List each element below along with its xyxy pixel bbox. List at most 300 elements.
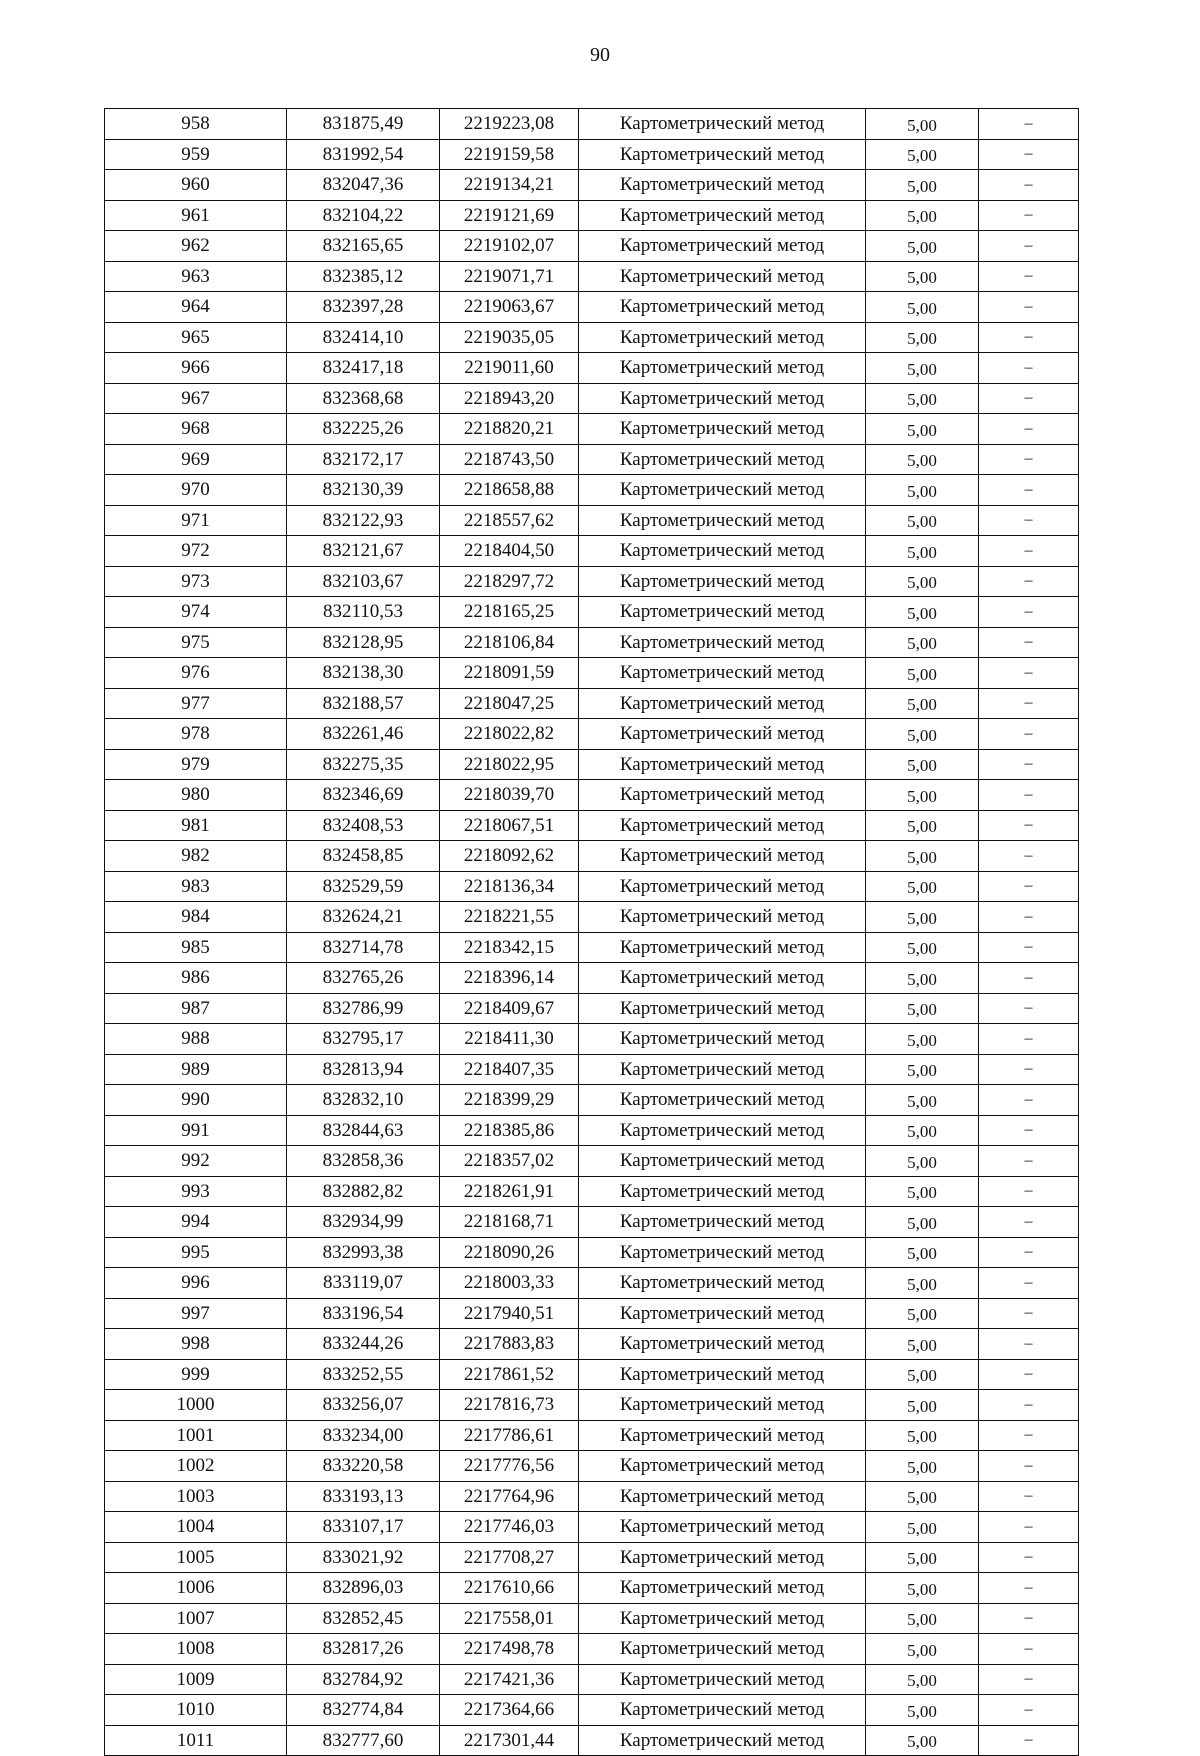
accuracy-cell: 5,00 (866, 536, 979, 567)
description-cell: – (979, 1725, 1079, 1756)
method-cell: Картометрический метод (579, 780, 866, 811)
accuracy-cell: 5,00 (866, 902, 979, 933)
y-coordinate-cell: 2218039,70 (440, 780, 579, 811)
x-coordinate-cell: 832813,94 (287, 1054, 440, 1085)
x-coordinate-cell: 833256,07 (287, 1390, 440, 1421)
y-coordinate-cell: 2217301,44 (440, 1725, 579, 1756)
accuracy-cell: 5,00 (866, 1115, 979, 1146)
description-cell: – (979, 261, 1079, 292)
point-number-cell: 974 (105, 597, 287, 628)
method-cell: Картометрический метод (579, 841, 866, 872)
y-coordinate-cell: 2219134,21 (440, 170, 579, 201)
accuracy-cell: 5,00 (866, 1298, 979, 1329)
accuracy-cell: 5,00 (866, 292, 979, 323)
description-cell: – (979, 1268, 1079, 1299)
accuracy-cell: 5,00 (866, 1146, 979, 1177)
accuracy-cell: 5,00 (866, 688, 979, 719)
accuracy-cell: 5,00 (866, 780, 979, 811)
y-coordinate-cell: 2217883,83 (440, 1329, 579, 1360)
method-cell: Картометрический метод (579, 1085, 866, 1116)
accuracy-cell: 5,00 (866, 231, 979, 262)
table-row (105, 1695, 1079, 1726)
x-coordinate-cell: 832122,93 (287, 505, 440, 536)
table-row (105, 688, 1079, 719)
x-coordinate-cell: 831875,49 (287, 109, 440, 140)
accuracy-cell: 5,00 (866, 1024, 979, 1055)
x-coordinate-cell: 832795,17 (287, 1024, 440, 1055)
y-coordinate-cell: 2217776,56 (440, 1451, 579, 1482)
x-coordinate-cell: 832408,53 (287, 810, 440, 841)
point-number-cell: 965 (105, 322, 287, 353)
method-cell: Картометрический метод (579, 1481, 866, 1512)
description-cell: – (979, 688, 1079, 719)
x-coordinate-cell: 832110,53 (287, 597, 440, 628)
table-row (105, 597, 1079, 628)
description-cell: – (979, 1207, 1079, 1238)
table-row (105, 1237, 1079, 1268)
accuracy-cell: 5,00 (866, 1481, 979, 1512)
y-coordinate-cell: 2219035,05 (440, 322, 579, 353)
description-cell: – (979, 1085, 1079, 1116)
y-coordinate-cell: 2217498,78 (440, 1634, 579, 1665)
point-number-cell: 967 (105, 383, 287, 414)
x-coordinate-cell: 833107,17 (287, 1512, 440, 1543)
table-row (105, 536, 1079, 567)
x-coordinate-cell: 832103,67 (287, 566, 440, 597)
y-coordinate-cell: 2219102,07 (440, 231, 579, 262)
method-cell: Картометрический метод (579, 627, 866, 658)
y-coordinate-cell: 2218409,67 (440, 993, 579, 1024)
accuracy-cell: 5,00 (866, 200, 979, 231)
x-coordinate-cell: 832165,65 (287, 231, 440, 262)
method-cell: Картометрический метод (579, 1634, 866, 1665)
accuracy-cell: 5,00 (866, 993, 979, 1024)
table-row (105, 1390, 1079, 1421)
x-coordinate-cell: 832624,21 (287, 902, 440, 933)
accuracy-cell: 5,00 (866, 1725, 979, 1756)
table-row (105, 1359, 1079, 1390)
table-row (105, 353, 1079, 384)
description-cell: – (979, 719, 1079, 750)
x-coordinate-cell: 832817,26 (287, 1634, 440, 1665)
x-coordinate-cell: 833196,54 (287, 1298, 440, 1329)
x-coordinate-cell: 832130,39 (287, 475, 440, 506)
method-cell: Картометрический метод (579, 170, 866, 201)
method-cell: Картометрический метод (579, 1725, 866, 1756)
description-cell: – (979, 170, 1079, 201)
description-cell: – (979, 1481, 1079, 1512)
description-cell: – (979, 627, 1079, 658)
coordinates-table (104, 108, 1079, 1756)
point-number-cell: 975 (105, 627, 287, 658)
method-cell: Картометрический метод (579, 1664, 866, 1695)
description-cell: – (979, 749, 1079, 780)
x-coordinate-cell: 832786,99 (287, 993, 440, 1024)
point-number-cell: 1006 (105, 1573, 287, 1604)
description-cell: – (979, 841, 1079, 872)
description-cell: – (979, 1390, 1079, 1421)
description-cell: – (979, 1359, 1079, 1390)
description-cell: – (979, 231, 1079, 262)
accuracy-cell: 5,00 (866, 963, 979, 994)
method-cell: Картометрический метод (579, 1359, 866, 1390)
description-cell: – (979, 322, 1079, 353)
y-coordinate-cell: 2219223,08 (440, 109, 579, 140)
y-coordinate-cell: 2217708,27 (440, 1542, 579, 1573)
y-coordinate-cell: 2219159,58 (440, 139, 579, 170)
x-coordinate-cell: 832714,78 (287, 932, 440, 963)
y-coordinate-cell: 2217610,66 (440, 1573, 579, 1604)
accuracy-cell: 5,00 (866, 871, 979, 902)
method-cell: Картометрический метод (579, 200, 866, 231)
y-coordinate-cell: 2218022,95 (440, 749, 579, 780)
y-coordinate-cell: 2218411,30 (440, 1024, 579, 1055)
accuracy-cell: 5,00 (866, 749, 979, 780)
y-coordinate-cell: 2219071,71 (440, 261, 579, 292)
table-row (105, 1664, 1079, 1695)
method-cell: Картометрический метод (579, 1420, 866, 1451)
y-coordinate-cell: 2217421,36 (440, 1664, 579, 1695)
accuracy-cell: 5,00 (866, 1542, 979, 1573)
accuracy-cell: 5,00 (866, 1359, 979, 1390)
point-number-cell: 995 (105, 1237, 287, 1268)
page-number: 90 (590, 44, 610, 66)
point-number-cell: 1000 (105, 1390, 287, 1421)
description-cell: – (979, 1420, 1079, 1451)
accuracy-cell: 5,00 (866, 627, 979, 658)
accuracy-cell: 5,00 (866, 353, 979, 384)
point-number-cell: 961 (105, 200, 287, 231)
point-number-cell: 979 (105, 749, 287, 780)
y-coordinate-cell: 2218022,82 (440, 719, 579, 750)
accuracy-cell: 5,00 (866, 597, 979, 628)
accuracy-cell: 5,00 (866, 1207, 979, 1238)
y-coordinate-cell: 2218067,51 (440, 810, 579, 841)
accuracy-cell: 5,00 (866, 444, 979, 475)
point-number-cell: 964 (105, 292, 287, 323)
description-cell: – (979, 780, 1079, 811)
description-cell: – (979, 1298, 1079, 1329)
method-cell: Картометрический метод (579, 719, 866, 750)
accuracy-cell: 5,00 (866, 139, 979, 170)
x-coordinate-cell: 833119,07 (287, 1268, 440, 1299)
accuracy-cell: 5,00 (866, 810, 979, 841)
x-coordinate-cell: 832777,60 (287, 1725, 440, 1756)
coordinates-table-body (105, 109, 1079, 1756)
point-number-cell: 960 (105, 170, 287, 201)
point-number-cell: 1007 (105, 1603, 287, 1634)
table-row (105, 292, 1079, 323)
method-cell: Картометрический метод (579, 475, 866, 506)
point-number-cell: 999 (105, 1359, 287, 1390)
point-number-cell: 984 (105, 902, 287, 933)
table-row (105, 1268, 1079, 1299)
point-number-cell: 989 (105, 1054, 287, 1085)
x-coordinate-cell: 832417,18 (287, 353, 440, 384)
point-number-cell: 970 (105, 475, 287, 506)
method-cell: Картометрический метод (579, 139, 866, 170)
y-coordinate-cell: 2218658,88 (440, 475, 579, 506)
point-number-cell: 1010 (105, 1695, 287, 1726)
description-cell: – (979, 1542, 1079, 1573)
method-cell: Картометрический метод (579, 383, 866, 414)
table-row (105, 109, 1079, 140)
y-coordinate-cell: 2218743,50 (440, 444, 579, 475)
method-cell: Картометрический метод (579, 963, 866, 994)
point-number-cell: 992 (105, 1146, 287, 1177)
method-cell: Картометрический метод (579, 1542, 866, 1573)
point-number-cell: 993 (105, 1176, 287, 1207)
x-coordinate-cell: 832104,22 (287, 200, 440, 231)
accuracy-cell: 5,00 (866, 1695, 979, 1726)
accuracy-cell: 5,00 (866, 1634, 979, 1665)
description-cell: – (979, 1024, 1079, 1055)
description-cell: – (979, 1695, 1079, 1726)
x-coordinate-cell: 832896,03 (287, 1573, 440, 1604)
point-number-cell: 1003 (105, 1481, 287, 1512)
x-coordinate-cell: 833234,00 (287, 1420, 440, 1451)
point-number-cell: 985 (105, 932, 287, 963)
point-number-cell: 998 (105, 1329, 287, 1360)
point-number-cell: 971 (105, 505, 287, 536)
description-cell: – (979, 902, 1079, 933)
table-row (105, 1603, 1079, 1634)
point-number-cell: 959 (105, 139, 287, 170)
table-row (105, 749, 1079, 780)
method-cell: Картометрический метод (579, 444, 866, 475)
point-number-cell: 968 (105, 414, 287, 445)
accuracy-cell: 5,00 (866, 1573, 979, 1604)
x-coordinate-cell: 832172,17 (287, 444, 440, 475)
accuracy-cell: 5,00 (866, 1664, 979, 1695)
x-coordinate-cell: 833220,58 (287, 1451, 440, 1482)
accuracy-cell: 5,00 (866, 1390, 979, 1421)
description-cell: – (979, 1573, 1079, 1604)
description-cell: – (979, 1512, 1079, 1543)
accuracy-cell: 5,00 (866, 1420, 979, 1451)
accuracy-cell: 5,00 (866, 261, 979, 292)
method-cell: Картометрический метод (579, 1573, 866, 1604)
point-number-cell: 1008 (105, 1634, 287, 1665)
description-cell: – (979, 810, 1079, 841)
method-cell: Картометрический метод (579, 231, 866, 262)
point-number-cell: 966 (105, 353, 287, 384)
point-number-cell: 981 (105, 810, 287, 841)
table-row (105, 1146, 1079, 1177)
point-number-cell: 1001 (105, 1420, 287, 1451)
description-cell: – (979, 475, 1079, 506)
x-coordinate-cell: 832047,36 (287, 170, 440, 201)
x-coordinate-cell: 832784,92 (287, 1664, 440, 1695)
description-cell: – (979, 1237, 1079, 1268)
x-coordinate-cell: 832397,28 (287, 292, 440, 323)
table-row (105, 200, 1079, 231)
accuracy-cell: 5,00 (866, 1268, 979, 1299)
table-row (105, 231, 1079, 262)
y-coordinate-cell: 2217786,61 (440, 1420, 579, 1451)
description-cell: – (979, 505, 1079, 536)
y-coordinate-cell: 2218261,91 (440, 1176, 579, 1207)
x-coordinate-cell: 832385,12 (287, 261, 440, 292)
method-cell: Картометрический метод (579, 505, 866, 536)
y-coordinate-cell: 2217746,03 (440, 1512, 579, 1543)
x-coordinate-cell: 832261,46 (287, 719, 440, 750)
point-number-cell: 972 (105, 536, 287, 567)
x-coordinate-cell: 832774,84 (287, 1695, 440, 1726)
y-coordinate-cell: 2218106,84 (440, 627, 579, 658)
table-row (105, 1054, 1079, 1085)
y-coordinate-cell: 2217940,51 (440, 1298, 579, 1329)
method-cell: Картометрический метод (579, 261, 866, 292)
x-coordinate-cell: 832275,35 (287, 749, 440, 780)
method-cell: Картометрический метод (579, 1512, 866, 1543)
y-coordinate-cell: 2219063,67 (440, 292, 579, 323)
table-row (105, 963, 1079, 994)
point-number-cell: 973 (105, 566, 287, 597)
y-coordinate-cell: 2218943,20 (440, 383, 579, 414)
description-cell: – (979, 566, 1079, 597)
accuracy-cell: 5,00 (866, 1085, 979, 1116)
y-coordinate-cell: 2218820,21 (440, 414, 579, 445)
y-coordinate-cell: 2219121,69 (440, 200, 579, 231)
table-row (105, 841, 1079, 872)
y-coordinate-cell: 2218342,15 (440, 932, 579, 963)
method-cell: Картометрический метод (579, 871, 866, 902)
y-coordinate-cell: 2218404,50 (440, 536, 579, 567)
table-row (105, 780, 1079, 811)
table-row (105, 1725, 1079, 1756)
method-cell: Картометрический метод (579, 1451, 866, 1482)
method-cell: Картометрический метод (579, 1054, 866, 1085)
x-coordinate-cell: 832529,59 (287, 871, 440, 902)
table-row (105, 444, 1079, 475)
description-cell: – (979, 1634, 1079, 1665)
y-coordinate-cell: 2218092,62 (440, 841, 579, 872)
x-coordinate-cell: 832832,10 (287, 1085, 440, 1116)
method-cell: Картометрический метод (579, 1176, 866, 1207)
point-number-cell: 982 (105, 841, 287, 872)
table-row (105, 1024, 1079, 1055)
y-coordinate-cell: 2218165,25 (440, 597, 579, 628)
point-number-cell: 963 (105, 261, 287, 292)
point-number-cell: 994 (105, 1207, 287, 1238)
x-coordinate-cell: 832852,45 (287, 1603, 440, 1634)
point-number-cell: 977 (105, 688, 287, 719)
method-cell: Картометрический метод (579, 292, 866, 323)
y-coordinate-cell: 2217558,01 (440, 1603, 579, 1634)
description-cell: – (979, 963, 1079, 994)
description-cell: – (979, 1451, 1079, 1482)
description-cell: – (979, 353, 1079, 384)
table-row (105, 993, 1079, 1024)
x-coordinate-cell: 831992,54 (287, 139, 440, 170)
method-cell: Картометрический метод (579, 1695, 866, 1726)
x-coordinate-cell: 833021,92 (287, 1542, 440, 1573)
accuracy-cell: 5,00 (866, 383, 979, 414)
point-number-cell: 976 (105, 658, 287, 689)
table-row (105, 902, 1079, 933)
description-cell: – (979, 597, 1079, 628)
table-row (105, 1481, 1079, 1512)
accuracy-cell: 5,00 (866, 658, 979, 689)
accuracy-cell: 5,00 (866, 841, 979, 872)
point-number-cell: 1002 (105, 1451, 287, 1482)
point-number-cell: 1011 (105, 1725, 287, 1756)
method-cell: Картометрический метод (579, 1298, 866, 1329)
x-coordinate-cell: 832934,99 (287, 1207, 440, 1238)
method-cell: Картометрический метод (579, 688, 866, 719)
y-coordinate-cell: 2218407,35 (440, 1054, 579, 1085)
accuracy-cell: 5,00 (866, 1512, 979, 1543)
table-row (105, 658, 1079, 689)
table-row (105, 414, 1079, 445)
table-row (105, 1298, 1079, 1329)
description-cell: – (979, 444, 1079, 475)
x-coordinate-cell: 832858,36 (287, 1146, 440, 1177)
table-row (105, 1420, 1079, 1451)
description-cell: – (979, 200, 1079, 231)
x-coordinate-cell: 832346,69 (287, 780, 440, 811)
y-coordinate-cell: 2218297,72 (440, 566, 579, 597)
x-coordinate-cell: 832188,57 (287, 688, 440, 719)
table-row (105, 1573, 1079, 1604)
description-cell: – (979, 536, 1079, 567)
y-coordinate-cell: 2218003,33 (440, 1268, 579, 1299)
y-coordinate-cell: 2218396,14 (440, 963, 579, 994)
accuracy-cell: 5,00 (866, 719, 979, 750)
method-cell: Картометрический метод (579, 1146, 866, 1177)
table-row (105, 383, 1079, 414)
description-cell: – (979, 1329, 1079, 1360)
x-coordinate-cell: 832458,85 (287, 841, 440, 872)
y-coordinate-cell: 2218090,26 (440, 1237, 579, 1268)
point-number-cell: 1009 (105, 1664, 287, 1695)
method-cell: Картометрический метод (579, 1268, 866, 1299)
accuracy-cell: 5,00 (866, 414, 979, 445)
table-row (105, 475, 1079, 506)
description-cell: – (979, 658, 1079, 689)
point-number-cell: 969 (105, 444, 287, 475)
method-cell: Картометрический метод (579, 1329, 866, 1360)
x-coordinate-cell: 832414,10 (287, 322, 440, 353)
y-coordinate-cell: 2219011,60 (440, 353, 579, 384)
y-coordinate-cell: 2217816,73 (440, 1390, 579, 1421)
method-cell: Картометрический метод (579, 414, 866, 445)
table-row (105, 810, 1079, 841)
y-coordinate-cell: 2218136,34 (440, 871, 579, 902)
y-coordinate-cell: 2218221,55 (440, 902, 579, 933)
method-cell: Картометрический метод (579, 749, 866, 780)
x-coordinate-cell: 833193,13 (287, 1481, 440, 1512)
table-row (105, 1329, 1079, 1360)
method-cell: Картометрический метод (579, 566, 866, 597)
table-row (105, 1115, 1079, 1146)
y-coordinate-cell: 2217764,96 (440, 1481, 579, 1512)
y-coordinate-cell: 2218357,02 (440, 1146, 579, 1177)
method-cell: Картометрический метод (579, 536, 866, 567)
y-coordinate-cell: 2218091,59 (440, 658, 579, 689)
x-coordinate-cell: 832128,95 (287, 627, 440, 658)
point-number-cell: 983 (105, 871, 287, 902)
point-number-cell: 980 (105, 780, 287, 811)
accuracy-cell: 5,00 (866, 1054, 979, 1085)
accuracy-cell: 5,00 (866, 932, 979, 963)
table-row (105, 261, 1079, 292)
table-row (105, 1085, 1079, 1116)
x-coordinate-cell: 832844,63 (287, 1115, 440, 1146)
description-cell: – (979, 1115, 1079, 1146)
x-coordinate-cell: 833252,55 (287, 1359, 440, 1390)
